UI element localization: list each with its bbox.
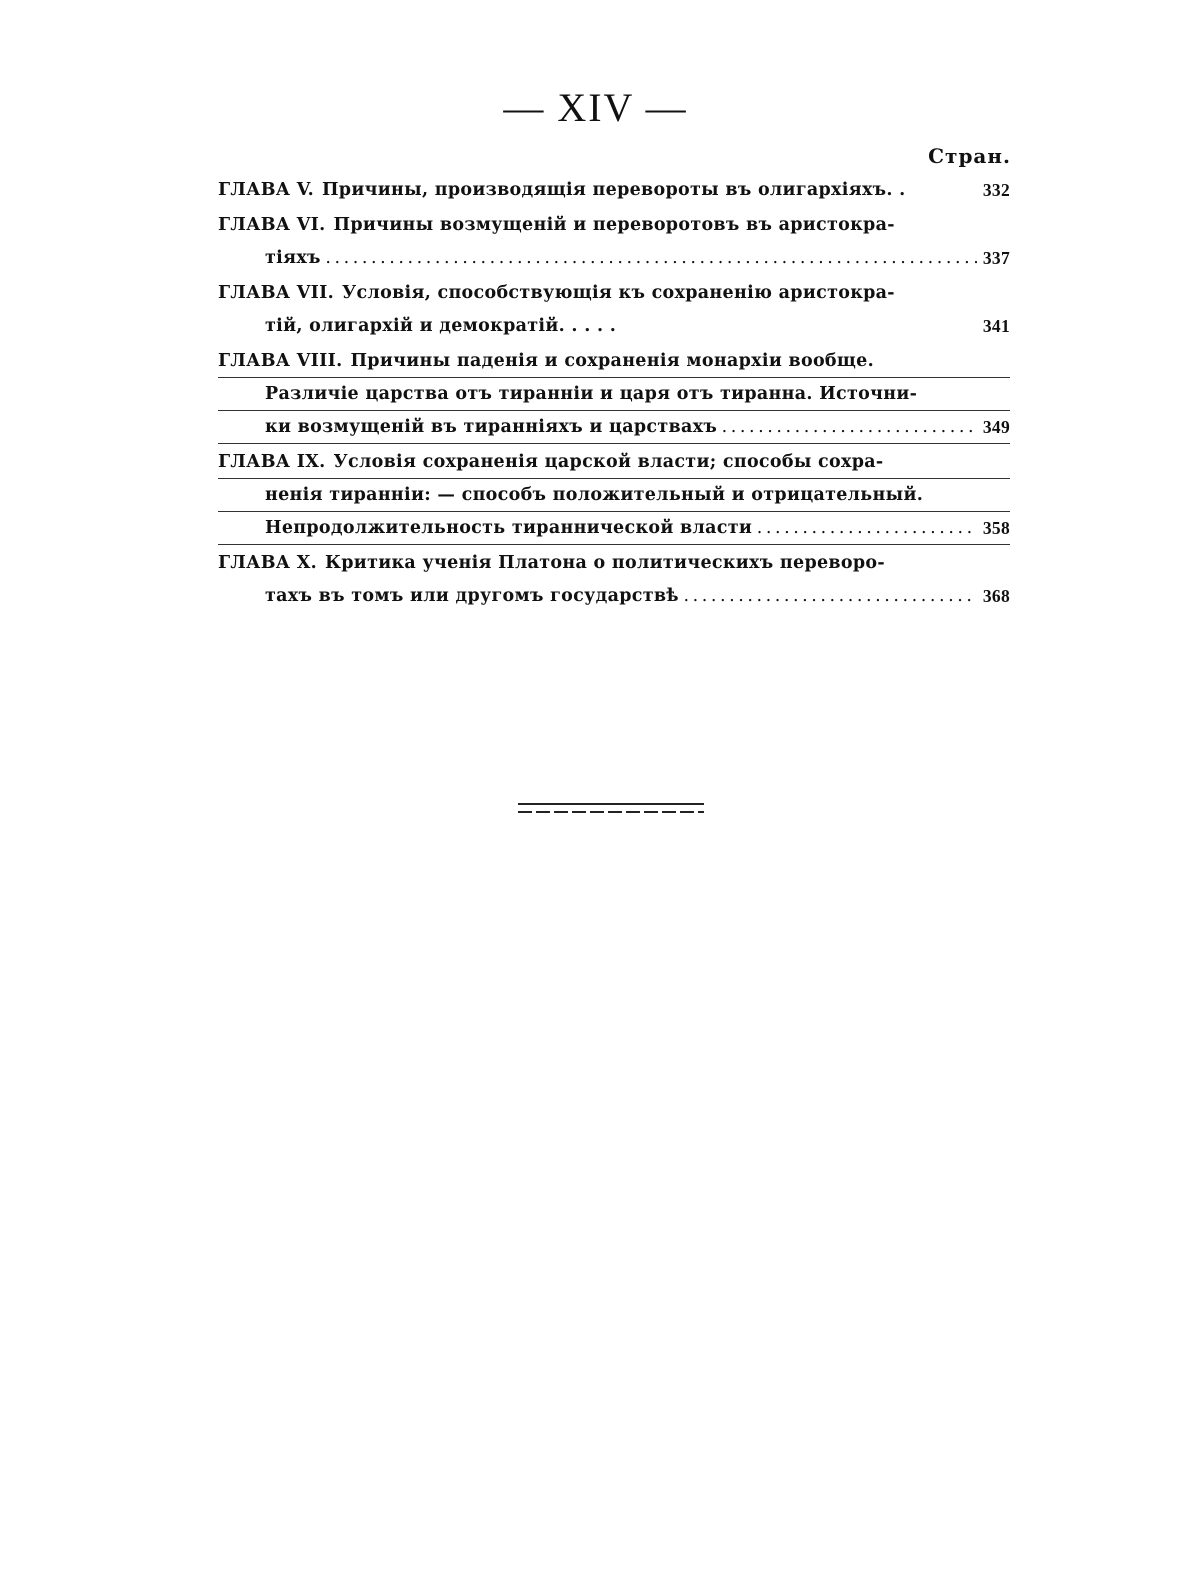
chapter-label: ГЛАВА IX. bbox=[218, 452, 326, 472]
chapter-title-continued: Различіе царства отъ тиранніи и царя отъ тиранна. Источни- bbox=[265, 384, 918, 404]
toc-line bbox=[218, 345, 1010, 378]
section-end-ornament bbox=[518, 803, 704, 813]
chapter-title: Причины, производящія перевороты въ олигархіяхъ. . bbox=[321, 180, 906, 200]
toc-entry-chapter-6 bbox=[218, 209, 1010, 275]
toc-line bbox=[218, 411, 1010, 444]
toc-line bbox=[218, 479, 1010, 512]
page-ref: 368 bbox=[977, 580, 1010, 613]
page-ref: 349 bbox=[977, 411, 1010, 444]
toc-entry-chapter-5 bbox=[218, 174, 1010, 207]
ornament-rule-dashed bbox=[518, 811, 704, 813]
toc-line bbox=[218, 209, 1010, 242]
chapter-title: Условія сохраненія царской власти; способы сохра- bbox=[333, 452, 884, 472]
chapter-title: Причины возмущеній и переворотовъ въ аристокра- bbox=[333, 215, 895, 235]
page-ref: 341 bbox=[977, 310, 1010, 343]
toc-line bbox=[218, 512, 1010, 545]
toc-line bbox=[218, 446, 1010, 479]
chapter-title: Условія, способствующія къ сохраненію аристокра- bbox=[342, 283, 895, 303]
chapter-title-continued: Непродолжительность тираннической власти . . . bbox=[265, 518, 1010, 538]
chapter-title: Причины паденія и сохраненія монархіи вообще. bbox=[350, 351, 874, 371]
chapter-title-continued: тахъ въ томъ или другомъ государствѣ . . . bbox=[265, 586, 1010, 606]
chapter-title-continued: ненія тиранніи: — способъ положительный и отрицательный. bbox=[265, 485, 924, 505]
page-number: — XIV — bbox=[503, 85, 688, 130]
chapter-label: ГЛАВА V. bbox=[218, 180, 314, 200]
toc-line bbox=[218, 174, 1010, 207]
chapter-title: Критика ученія Платона о политическихъ переворо- bbox=[325, 553, 885, 573]
page-ref: 358 bbox=[977, 512, 1010, 545]
chapter-title-continued: ки возмущеній въ тиранніяхъ и царствахъ . . . bbox=[265, 417, 1010, 437]
toc-line bbox=[218, 242, 1010, 275]
chapter-title-continued: тій, олигархій и демократій. . . . . bbox=[265, 316, 617, 336]
page-column-header: Стран. bbox=[928, 144, 1011, 168]
table-of-contents bbox=[218, 174, 1010, 613]
toc-line bbox=[218, 310, 1010, 343]
page-ref: 332 bbox=[977, 174, 1010, 207]
toc-entry-chapter-7 bbox=[218, 277, 1010, 343]
toc-line bbox=[218, 547, 1010, 580]
chapter-label: ГЛАВА VII. bbox=[218, 283, 334, 303]
toc-line bbox=[218, 378, 1010, 411]
toc-line bbox=[218, 277, 1010, 310]
toc-entry-chapter-8 bbox=[218, 345, 1010, 444]
toc-entry-chapter-10 bbox=[218, 547, 1010, 613]
page-ref: 337 bbox=[977, 242, 1010, 275]
toc-line bbox=[218, 580, 1010, 613]
chapter-label: ГЛАВА VIII. bbox=[218, 351, 343, 371]
chapter-label: ГЛАВА X. bbox=[218, 553, 318, 573]
toc-entry-chapter-9 bbox=[218, 446, 1010, 545]
chapter-label: ГЛАВА VI. bbox=[218, 215, 326, 235]
chapter-title-continued: тіяхъ . . . bbox=[265, 248, 1010, 268]
ornament-rule bbox=[518, 803, 704, 805]
